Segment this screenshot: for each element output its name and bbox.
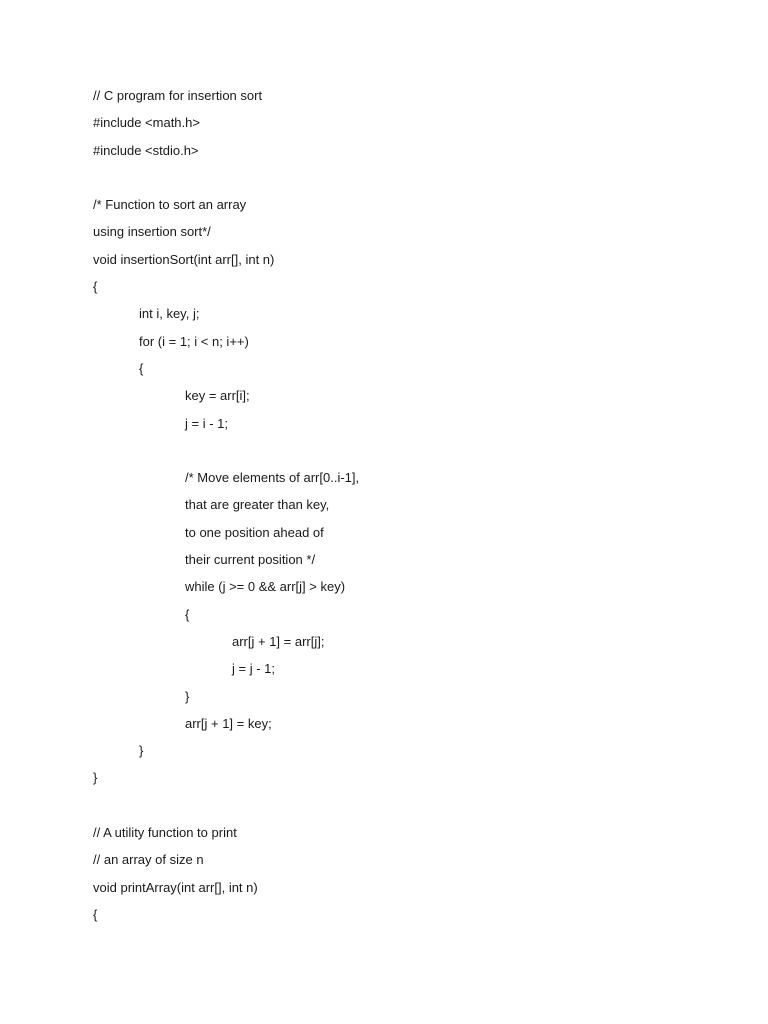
- code-line: while (j >= 0 && arr[j] > key): [185, 579, 346, 595]
- code-listing: [93, 86, 359, 932]
- code-line: arr[j + 1] = arr[j];: [232, 633, 325, 649]
- code-line: #include <stdio.h>: [93, 142, 199, 158]
- blank-line: [93, 441, 359, 468]
- code-line: #include <math.h>: [93, 115, 200, 131]
- code-line: j = i - 1;: [185, 415, 228, 431]
- code-line: {: [185, 606, 190, 622]
- code-line: using insertion sort*/: [93, 224, 211, 240]
- code-line: /* Move elements of arr[0..i-1],: [185, 470, 360, 486]
- code-line: }: [93, 770, 98, 786]
- code-line: }: [185, 688, 190, 704]
- code-line: /* Function to sort an array: [93, 197, 247, 213]
- code-line: their current position */: [185, 552, 316, 568]
- code-line: }: [139, 743, 144, 759]
- code-line: void insertionSort(int arr[], int n): [93, 251, 275, 267]
- code-line: // A utility function to print: [93, 825, 237, 841]
- code-line: arr[j + 1] = key;: [185, 715, 272, 731]
- code-line: // C program for insertion sort: [93, 88, 263, 103]
- code-line: {: [93, 906, 98, 922]
- code-line: for (i = 1; i < n; i++): [139, 333, 249, 349]
- code-line: void printArray(int arr[], int n): [93, 879, 258, 895]
- code-line: {: [93, 279, 98, 295]
- code-line: key = arr[i];: [185, 388, 250, 404]
- code-line: int i, key, j;: [139, 306, 200, 322]
- code-line: // an array of size n: [93, 852, 204, 868]
- blank-line: [93, 168, 359, 195]
- code-line: {: [139, 360, 144, 376]
- code-line: to one position ahead of: [185, 524, 324, 540]
- code-line: that are greater than key,: [185, 497, 330, 513]
- blank-line: [93, 796, 359, 823]
- code-line: j = j - 1;: [232, 661, 275, 677]
